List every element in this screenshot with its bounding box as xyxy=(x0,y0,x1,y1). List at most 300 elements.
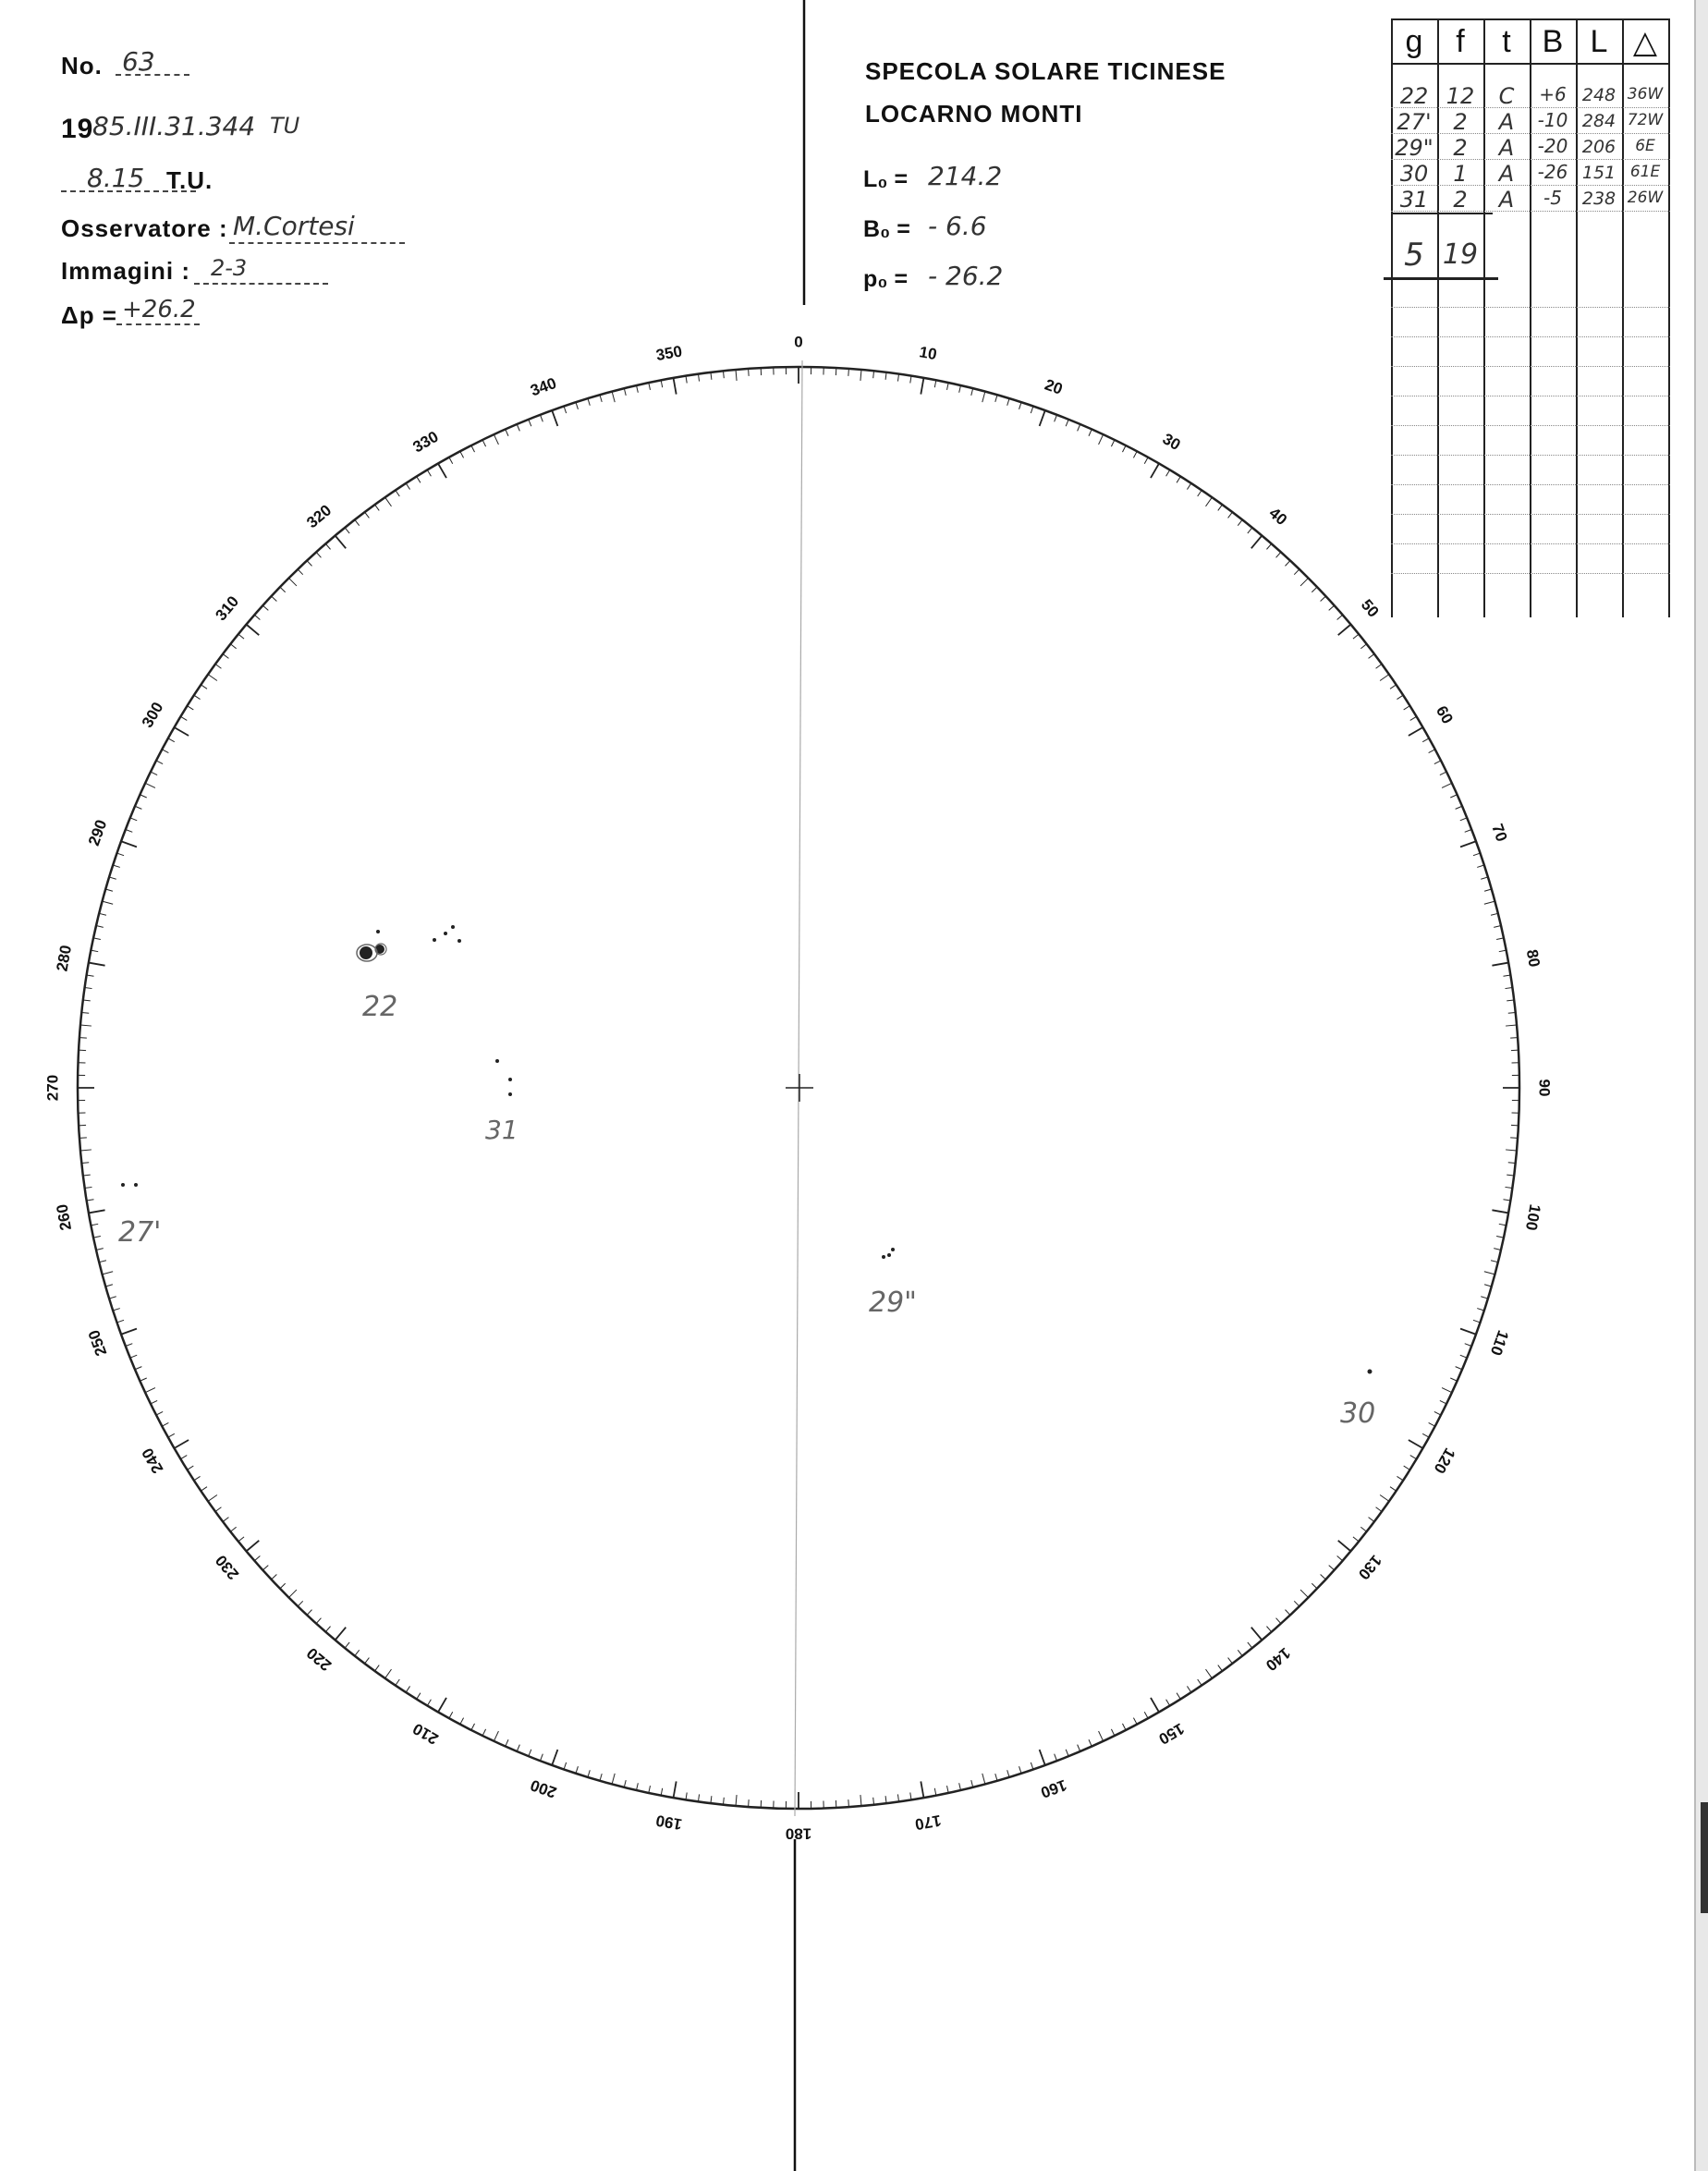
cell-delta: 36W xyxy=(1627,85,1664,104)
scale-tick xyxy=(355,519,360,525)
scale-tick xyxy=(162,750,168,753)
cell-f: 2 xyxy=(1453,187,1468,213)
scale-label: 220 xyxy=(303,1643,336,1675)
scale-tick xyxy=(81,1012,89,1013)
scale-tick xyxy=(109,877,116,879)
scale-tick xyxy=(89,1210,105,1213)
sunspot xyxy=(376,930,380,933)
scale-tick xyxy=(529,420,531,426)
scale-tick xyxy=(686,376,687,384)
scale-tick xyxy=(1055,1754,1057,1761)
scale-tick xyxy=(1066,1750,1068,1756)
scale-tick xyxy=(1473,853,1481,856)
scale-tick xyxy=(1484,1272,1495,1275)
scale-tick xyxy=(156,1411,163,1415)
scale-tick xyxy=(934,1788,936,1796)
scale-tick xyxy=(89,963,105,966)
scale-tick xyxy=(1456,1367,1462,1370)
cell-g: 30 xyxy=(1399,161,1429,187)
scale-tick xyxy=(345,528,349,533)
scale-tick xyxy=(1496,1237,1504,1238)
scale-tick xyxy=(1508,1163,1516,1164)
scale-label: 310 xyxy=(212,592,243,625)
scale-tick xyxy=(1390,685,1397,689)
scale-tick xyxy=(262,1566,268,1570)
scale-tick xyxy=(272,596,277,601)
scale-tick xyxy=(1099,434,1104,445)
scale-label: 320 xyxy=(303,501,336,532)
cell-b: +6 xyxy=(1539,83,1567,105)
scale-tick xyxy=(140,1378,146,1381)
scale-tick xyxy=(848,369,849,376)
scale-label: 170 xyxy=(913,1811,943,1834)
scale-tick xyxy=(600,1774,602,1781)
scale-tick xyxy=(135,806,141,809)
scale-tick xyxy=(1494,926,1501,928)
scale-tick xyxy=(995,395,997,402)
scale-tick xyxy=(1353,634,1359,639)
scale-tick xyxy=(885,1796,886,1803)
scale-tick xyxy=(1007,1770,1009,1777)
scale-tick xyxy=(661,1788,663,1796)
scale-tick xyxy=(1491,1261,1498,1262)
scale-tick xyxy=(848,1799,849,1807)
scale-tick xyxy=(168,738,175,742)
scale-tick xyxy=(1019,402,1021,409)
scale-tick xyxy=(1422,738,1429,742)
group-label: 27' xyxy=(118,1216,162,1249)
scale-tick xyxy=(145,1388,155,1393)
scale-tick xyxy=(1007,398,1009,406)
cell-g: 27' xyxy=(1397,109,1432,135)
cell-l: 284 xyxy=(1581,111,1616,131)
cell-f: 2 xyxy=(1453,135,1468,161)
scale-tick xyxy=(1492,963,1508,966)
scale-tick xyxy=(1380,1495,1389,1502)
scale-tick xyxy=(649,383,651,390)
sunspot xyxy=(882,1255,885,1259)
scale-tick xyxy=(860,370,861,381)
cell-b: -10 xyxy=(1537,109,1568,131)
scale-tick xyxy=(156,761,163,764)
scale-tick xyxy=(588,1770,590,1777)
table-header-b: B xyxy=(1542,24,1564,59)
scale-tick xyxy=(208,1495,217,1502)
scale-tick xyxy=(1276,552,1281,557)
scale-tick xyxy=(1144,457,1148,464)
scale-tick xyxy=(188,706,194,710)
scale-tick xyxy=(1338,625,1351,636)
scale-tick xyxy=(298,569,303,575)
scale-label: 90 xyxy=(1535,1079,1554,1097)
scale-tick xyxy=(175,1440,189,1448)
scale-tick xyxy=(1484,901,1495,904)
scale-tick xyxy=(1198,1679,1202,1686)
scale-label: 300 xyxy=(138,699,167,731)
scale-tick xyxy=(87,1200,94,1201)
scale-tick xyxy=(661,380,663,387)
scale-tick xyxy=(325,1627,330,1632)
scale-tick xyxy=(396,490,399,496)
scale-tick xyxy=(180,1456,187,1459)
scale-tick xyxy=(79,1038,87,1039)
scale-tick xyxy=(910,1792,911,1799)
scale-tick xyxy=(1300,1590,1308,1597)
cell-f: 1 xyxy=(1453,161,1468,187)
sunspot xyxy=(134,1183,138,1187)
scale-tick xyxy=(910,376,911,384)
scale-tick xyxy=(482,440,486,446)
scale-tick xyxy=(417,1693,421,1700)
scale-label: 200 xyxy=(528,1775,559,1802)
scale-tick xyxy=(201,1487,207,1491)
scale-tick xyxy=(427,470,431,476)
scale-tick xyxy=(1122,445,1126,452)
scale-tick xyxy=(1503,975,1510,976)
scale-tick xyxy=(316,552,321,557)
scale-tick xyxy=(1499,950,1507,952)
scale-tick xyxy=(121,1329,137,1335)
scale-label: 0 xyxy=(794,333,803,351)
scale-tick xyxy=(262,605,268,610)
group-label: 22 xyxy=(362,991,398,1023)
scale-tick xyxy=(897,1794,898,1801)
scale-tick xyxy=(336,535,347,548)
scale-tick xyxy=(885,372,886,380)
scale-tick xyxy=(1177,477,1180,483)
scale-tick xyxy=(99,1261,106,1262)
scale-tick xyxy=(612,1774,615,1785)
scale-label: 230 xyxy=(212,1551,243,1583)
scale-tick xyxy=(1460,841,1476,847)
scale-tick xyxy=(427,1700,431,1706)
scale-tick xyxy=(1218,1665,1223,1671)
cell-b: -20 xyxy=(1537,135,1568,157)
sunspot xyxy=(495,1059,499,1063)
time-unit: T.U. xyxy=(166,166,214,194)
scale-tick xyxy=(1484,1285,1492,1287)
group-label: 30 xyxy=(1340,1397,1376,1430)
cell-delta: 61E xyxy=(1629,163,1661,181)
scale-tick xyxy=(246,625,259,636)
scale-tick xyxy=(1151,1698,1159,1713)
scale-tick xyxy=(1442,1388,1452,1393)
sunspot xyxy=(891,1248,895,1251)
scale-tick xyxy=(162,1422,168,1426)
scale-tick xyxy=(471,445,475,452)
scale-tick xyxy=(529,1750,531,1756)
scale-tick xyxy=(1218,505,1223,510)
scale-tick xyxy=(238,1537,244,1542)
scale-tick xyxy=(254,615,260,619)
scale-tick xyxy=(1031,406,1033,413)
scale-tick xyxy=(375,1665,380,1671)
table-header-f: f xyxy=(1456,24,1465,59)
scale-tick xyxy=(698,374,699,382)
sunspot xyxy=(451,925,455,929)
cell-l: 206 xyxy=(1581,137,1616,157)
scale-tick xyxy=(1276,1618,1281,1624)
table-header-l: L xyxy=(1590,24,1608,59)
scale-tick xyxy=(686,1792,687,1799)
scale-tick xyxy=(116,853,124,856)
scale-tick xyxy=(1434,761,1441,764)
scale-tick xyxy=(85,1187,92,1188)
scale-tick xyxy=(1510,1038,1518,1039)
scale-tick xyxy=(873,1798,874,1805)
scale-tick xyxy=(564,1762,567,1770)
scale-tick xyxy=(1465,1344,1471,1347)
scale-tick xyxy=(1404,1466,1410,1470)
scale-tick xyxy=(438,464,446,479)
total-f: 19 xyxy=(1442,238,1479,271)
scale-tick xyxy=(1286,1610,1290,1616)
cell-l: 238 xyxy=(1581,189,1616,209)
scale-tick xyxy=(1465,829,1471,832)
scale-tick xyxy=(540,1754,543,1761)
scale-tick xyxy=(506,1739,508,1746)
observer-label: Osservatore : xyxy=(61,214,228,242)
l0-value: 214.2 xyxy=(928,161,1003,191)
scale-tick xyxy=(1206,497,1213,506)
scale-tick xyxy=(1442,783,1452,787)
scale-label: 130 xyxy=(1354,1551,1385,1583)
scale-tick xyxy=(130,1355,137,1358)
scale-tick xyxy=(1089,429,1092,435)
scale-tick xyxy=(1440,1400,1446,1404)
images-value: 2-3 xyxy=(211,255,248,281)
scale-tick xyxy=(194,695,201,699)
scale-tick xyxy=(749,369,750,376)
sunspot xyxy=(433,938,436,942)
p0-label: p₀ = xyxy=(863,266,909,292)
scale-tick xyxy=(1248,1642,1252,1648)
scale-tick xyxy=(959,1783,961,1790)
scale-tick xyxy=(1078,424,1080,431)
scale-tick xyxy=(1078,1745,1080,1751)
scale-tick xyxy=(1460,1329,1476,1335)
scale-tick xyxy=(103,1272,114,1275)
scale-tick xyxy=(494,434,498,445)
scale-tick xyxy=(109,1297,116,1299)
scale-tick xyxy=(934,380,936,387)
scale-tick xyxy=(1286,561,1290,567)
scale-tick xyxy=(1397,1476,1403,1480)
scale-tick xyxy=(230,644,236,649)
scale-tick xyxy=(1409,1440,1423,1448)
scale-tick xyxy=(1510,1138,1518,1139)
scale-tick xyxy=(103,901,114,904)
scale-tick xyxy=(1338,1541,1351,1552)
scale-tick xyxy=(1481,1297,1488,1299)
scale-label: 330 xyxy=(409,427,442,457)
scale-tick xyxy=(151,1400,157,1404)
scale-tick xyxy=(91,950,98,952)
sunspot xyxy=(508,1078,512,1081)
scale-tick xyxy=(272,1575,277,1579)
scale-tick xyxy=(1505,987,1512,988)
scale-tick xyxy=(230,1527,236,1531)
scale-tick xyxy=(1312,587,1317,592)
scale-label: 10 xyxy=(918,343,939,364)
scale-tick xyxy=(637,1783,639,1790)
scale-tick xyxy=(1251,535,1263,548)
scale-tick xyxy=(1434,1411,1441,1415)
scale-tick xyxy=(1360,1527,1366,1531)
scale-tick xyxy=(576,1766,578,1774)
scale-tick xyxy=(1496,938,1504,940)
scale-tick xyxy=(1390,1487,1397,1491)
scale-tick xyxy=(1266,543,1271,549)
scale-tick xyxy=(93,938,101,940)
scale-tick xyxy=(749,1799,750,1807)
scale-tick xyxy=(1151,464,1159,479)
scale-tick xyxy=(1507,1175,1514,1176)
scale-tick xyxy=(336,1628,347,1640)
scale-tick xyxy=(1491,913,1498,915)
scale-label: 140 xyxy=(1262,1643,1294,1675)
cell-b: -5 xyxy=(1543,187,1562,209)
scale-tick xyxy=(1099,1731,1104,1741)
scale-tick xyxy=(897,374,898,382)
scale-label: 30 xyxy=(1159,430,1184,455)
scale-tick xyxy=(126,829,132,832)
scale-label: 50 xyxy=(1357,595,1383,621)
scale-tick xyxy=(1397,695,1403,699)
scale-tick xyxy=(649,1786,651,1793)
scale-tick xyxy=(517,1745,519,1751)
scale-tick xyxy=(860,1795,861,1806)
scale-tick xyxy=(1404,706,1410,710)
scale-tick xyxy=(238,634,244,639)
scale-tick xyxy=(1321,1575,1326,1579)
scale-tick xyxy=(1477,1309,1484,1311)
scale-tick xyxy=(1055,415,1057,421)
scale-tick xyxy=(1187,483,1190,490)
scale-tick xyxy=(91,1224,98,1226)
group-label: 29" xyxy=(869,1287,917,1319)
scale-tick xyxy=(96,926,104,928)
scale-tick xyxy=(1410,1456,1417,1459)
scale-tick xyxy=(1248,528,1252,533)
scale-tick xyxy=(194,1476,201,1480)
scale-label: 80 xyxy=(1522,947,1543,969)
scale-tick xyxy=(365,512,370,518)
scale-tick xyxy=(1506,1150,1517,1151)
institution-line1: SPECOLA SOLARE TICINESE xyxy=(865,57,1226,85)
scale-tick xyxy=(460,1718,464,1725)
scale-tick xyxy=(126,1344,132,1347)
scale-tick xyxy=(121,841,137,847)
scale-tick xyxy=(1031,1762,1033,1770)
cell-delta: 72W xyxy=(1627,111,1664,129)
institution-line2: LOCARNO MONTI xyxy=(865,100,1083,128)
scale-tick xyxy=(280,1583,286,1589)
scale-tick xyxy=(971,1780,973,1787)
date-suffix: TU xyxy=(270,113,300,139)
scale-tick xyxy=(1484,889,1492,891)
scale-tick xyxy=(1166,1700,1170,1706)
scale-tick xyxy=(145,783,155,787)
date-printed: 19 xyxy=(61,114,94,144)
total-g: 5 xyxy=(1404,237,1424,274)
scale-tick xyxy=(482,1729,486,1736)
scale-tick xyxy=(80,1025,92,1026)
scale-tick xyxy=(80,1150,92,1151)
scale-label: 340 xyxy=(528,373,559,400)
scale-tick xyxy=(365,1658,370,1664)
scale-tick xyxy=(588,398,590,406)
scale-tick xyxy=(1481,877,1488,879)
scale-tick xyxy=(1111,440,1115,446)
scale-tick xyxy=(223,1518,228,1522)
scale-tick xyxy=(1228,512,1233,518)
page-edge-shadow xyxy=(1701,1802,1708,1913)
scale-tick xyxy=(1450,795,1457,798)
scale-tick xyxy=(995,1774,997,1781)
scale-tick xyxy=(517,424,519,431)
scale-tick xyxy=(1337,1555,1343,1560)
scale-tick xyxy=(471,1724,475,1730)
scale-tick xyxy=(600,395,602,402)
scale-tick xyxy=(921,378,923,395)
scale-tick xyxy=(1206,1669,1213,1678)
scale-tick xyxy=(1460,818,1467,821)
scale-tick xyxy=(947,1786,949,1793)
scale-tick xyxy=(215,665,221,669)
cell-g: 22 xyxy=(1399,83,1429,109)
scale-tick xyxy=(1329,605,1335,610)
cell-f: 2 xyxy=(1453,109,1468,135)
scale-label: 110 xyxy=(1486,1327,1512,1359)
scale-tick xyxy=(113,865,120,867)
cell-t: C xyxy=(1498,83,1515,109)
scale-tick xyxy=(1508,1012,1516,1013)
scale-tick xyxy=(1133,1718,1137,1725)
table-header-delta: △ xyxy=(1632,25,1658,60)
scale-tick xyxy=(1066,420,1068,426)
scale-tick xyxy=(1187,1686,1190,1692)
sunspot xyxy=(458,939,461,943)
sunspot xyxy=(444,932,447,935)
scale-tick xyxy=(1294,569,1299,575)
scale-tick xyxy=(1429,750,1435,753)
scale-tick xyxy=(116,1320,124,1323)
cell-t: A xyxy=(1498,161,1515,187)
scale-tick xyxy=(637,385,639,393)
scale-tick xyxy=(552,1750,557,1765)
cell-delta: 6E xyxy=(1635,137,1655,155)
scale-tick xyxy=(723,1798,724,1805)
cell-f: 12 xyxy=(1446,83,1475,109)
scale-tick xyxy=(1503,1200,1510,1201)
cell-t: A xyxy=(1498,109,1515,135)
scale-tick xyxy=(921,1781,923,1798)
scale-tick xyxy=(246,1541,259,1552)
scale-tick xyxy=(307,1610,311,1616)
scale-tick xyxy=(180,716,187,720)
scale-tick xyxy=(345,1642,349,1648)
scale-tick xyxy=(307,561,311,567)
scale-tick xyxy=(736,1795,737,1806)
scale-tick xyxy=(1473,1320,1481,1323)
scale-tick xyxy=(201,685,207,689)
scale-tick xyxy=(325,543,330,549)
scale-tick xyxy=(982,392,985,403)
scale-tick xyxy=(674,378,677,395)
scale-tick xyxy=(81,1163,89,1164)
scale-tick xyxy=(1133,451,1137,457)
